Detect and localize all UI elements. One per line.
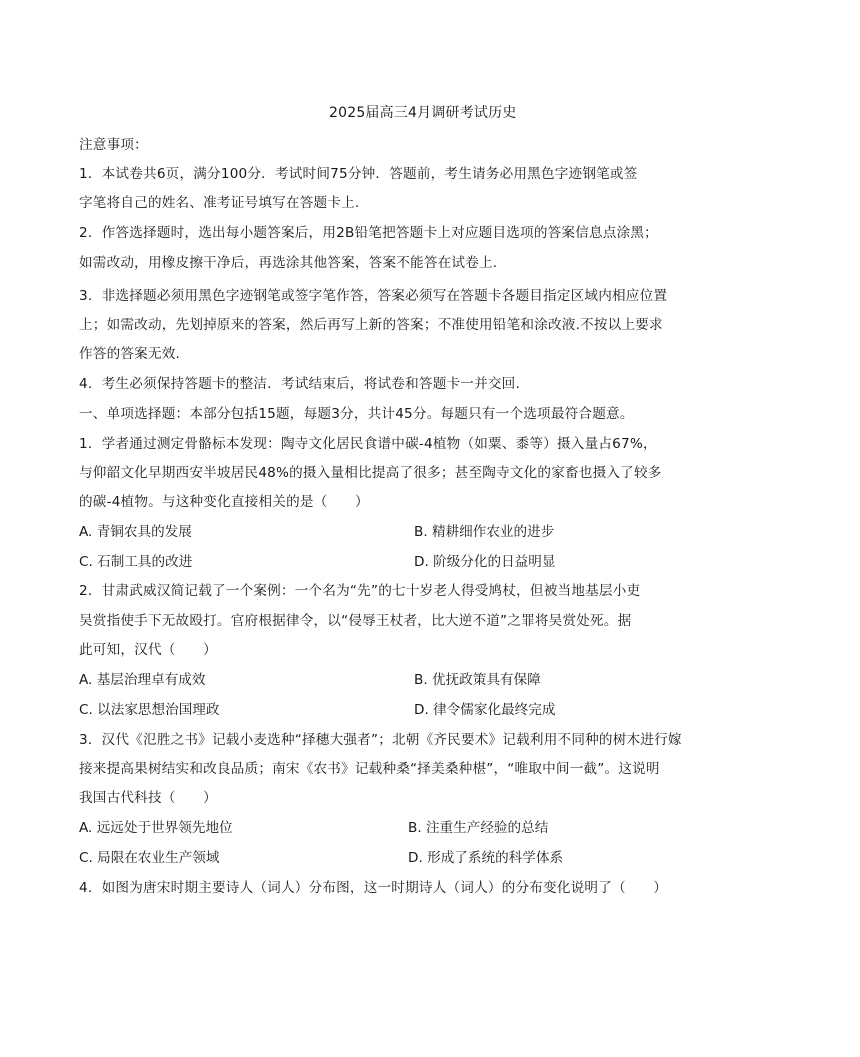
question-1-option-c: C. 石制工具的改进 xyxy=(79,554,193,570)
question-1-option-b: B. 精耕细作农业的进步 xyxy=(414,524,555,540)
question-3-option-c: C. 局限在农业生产领域 xyxy=(79,850,220,866)
notice-1-line-1: 1．本试卷共6页，满分100分．考试时间75分钟．答题前，考生请务必用黑色字迹钢笔或签 xyxy=(79,166,638,182)
notice-heading: 注意事项： xyxy=(79,137,148,153)
question-2-line-1: 2．甘肃武威汉简记载了一个案例：一个名为“先”的七十岁老人得受鸠杖，但被当地基层小吏 xyxy=(79,583,641,599)
notice-1-line-2: 字笔将自己的姓名、准考证号填写在答题卡上. xyxy=(79,195,360,211)
question-1-line-2: 与仰韶文化早期西安半坡居民48%的摄入量相比提高了很多；甚至陶寺文化的家畜也摄入了较多 xyxy=(79,465,662,481)
question-1-option-a: A. 青铜农具的发展 xyxy=(79,524,192,540)
question-1-line-1: 1．学者通过测定骨骼标本发现：陶寺文化居民食谱中碳-4植物（如粟、黍等）摄入量占67%， xyxy=(79,436,657,452)
notice-2-line-2: 如需改动，用橡皮擦干净后，再选涂其他答案，答案不能答在试卷上. xyxy=(79,255,498,271)
exam-title: 2025届高三4月调研考试历史 xyxy=(329,105,517,121)
notice-4-line-1: 4．考生必须保持答题卡的整洁．考试结束后，将试卷和答题卡一并交回. xyxy=(79,376,520,392)
question-1-line-3: 的碳-4植物。与这种变化直接相关的是（ ） xyxy=(79,494,369,510)
question-2-line-3: 此可知，汉代（ ） xyxy=(79,642,217,658)
notice-3-line-3: 作答的答案无效. xyxy=(79,346,181,362)
question-2-option-c: C. 以法家思想治国理政 xyxy=(79,702,220,718)
question-2-option-d: D. 律令儒家化最终完成 xyxy=(414,702,556,718)
question-2-line-2: 吴赏指使手下无故殴打。官府根据律令，以“侵辱王杖者，比大逆不道”之罪将吴赏处死。据 xyxy=(79,613,632,629)
question-4-line-1: 4．如图为唐宋时期主要诗人（词人）分布图，这一时期诗人（词人）的分布变化说明了（ ） xyxy=(79,880,668,896)
notice-3-line-2: 上；如需改动，先划掉原来的答案，然后再写上新的答案；不准使用铅笔和涂改液.不按以上要求 xyxy=(79,317,663,333)
question-1-option-d: D. 阶级分化的日益明显 xyxy=(414,554,556,570)
question-3-line-2: 接来提高果树结实和改良品质；南宋《农书》记载种桑“择美桑种椹”，“唯取中间一截”。这说明 xyxy=(79,761,660,777)
question-2-option-a: A. 基层治理卓有成效 xyxy=(79,672,206,688)
notice-3-line-1: 3．非选择题必须用黑色字迹钢笔或签字笔作答，答案必须写在答题卡各题目指定区域内相应位置 xyxy=(79,288,668,304)
question-3-option-a: A. 远远处于世界领先地位 xyxy=(79,820,233,836)
section-heading: 一、单项选择题：本部分包括15题，每题3分，共计45分。每题只有一个选项最符合题意。 xyxy=(79,406,634,422)
question-3-option-b: B. 注重生产经验的总结 xyxy=(408,820,549,836)
question-3-line-3: 我国古代科技（ ） xyxy=(79,790,217,806)
question-2-option-b: B. 优抚政策具有保障 xyxy=(414,672,541,688)
question-3-option-d: D. 形成了系统的科学体系 xyxy=(408,850,564,866)
question-3-line-1: 3．汉代《氾胜之书》记载小麦选种“择穗大强者”；北朝《齐民要术》记载利用不同种的树木进行嫁 xyxy=(79,732,682,748)
notice-2-line-1: 2．作答选择题时，选出每小题答案后，用2B铅笔把答题卡上对应题目选项的答案信息点涂黑； xyxy=(79,225,658,241)
